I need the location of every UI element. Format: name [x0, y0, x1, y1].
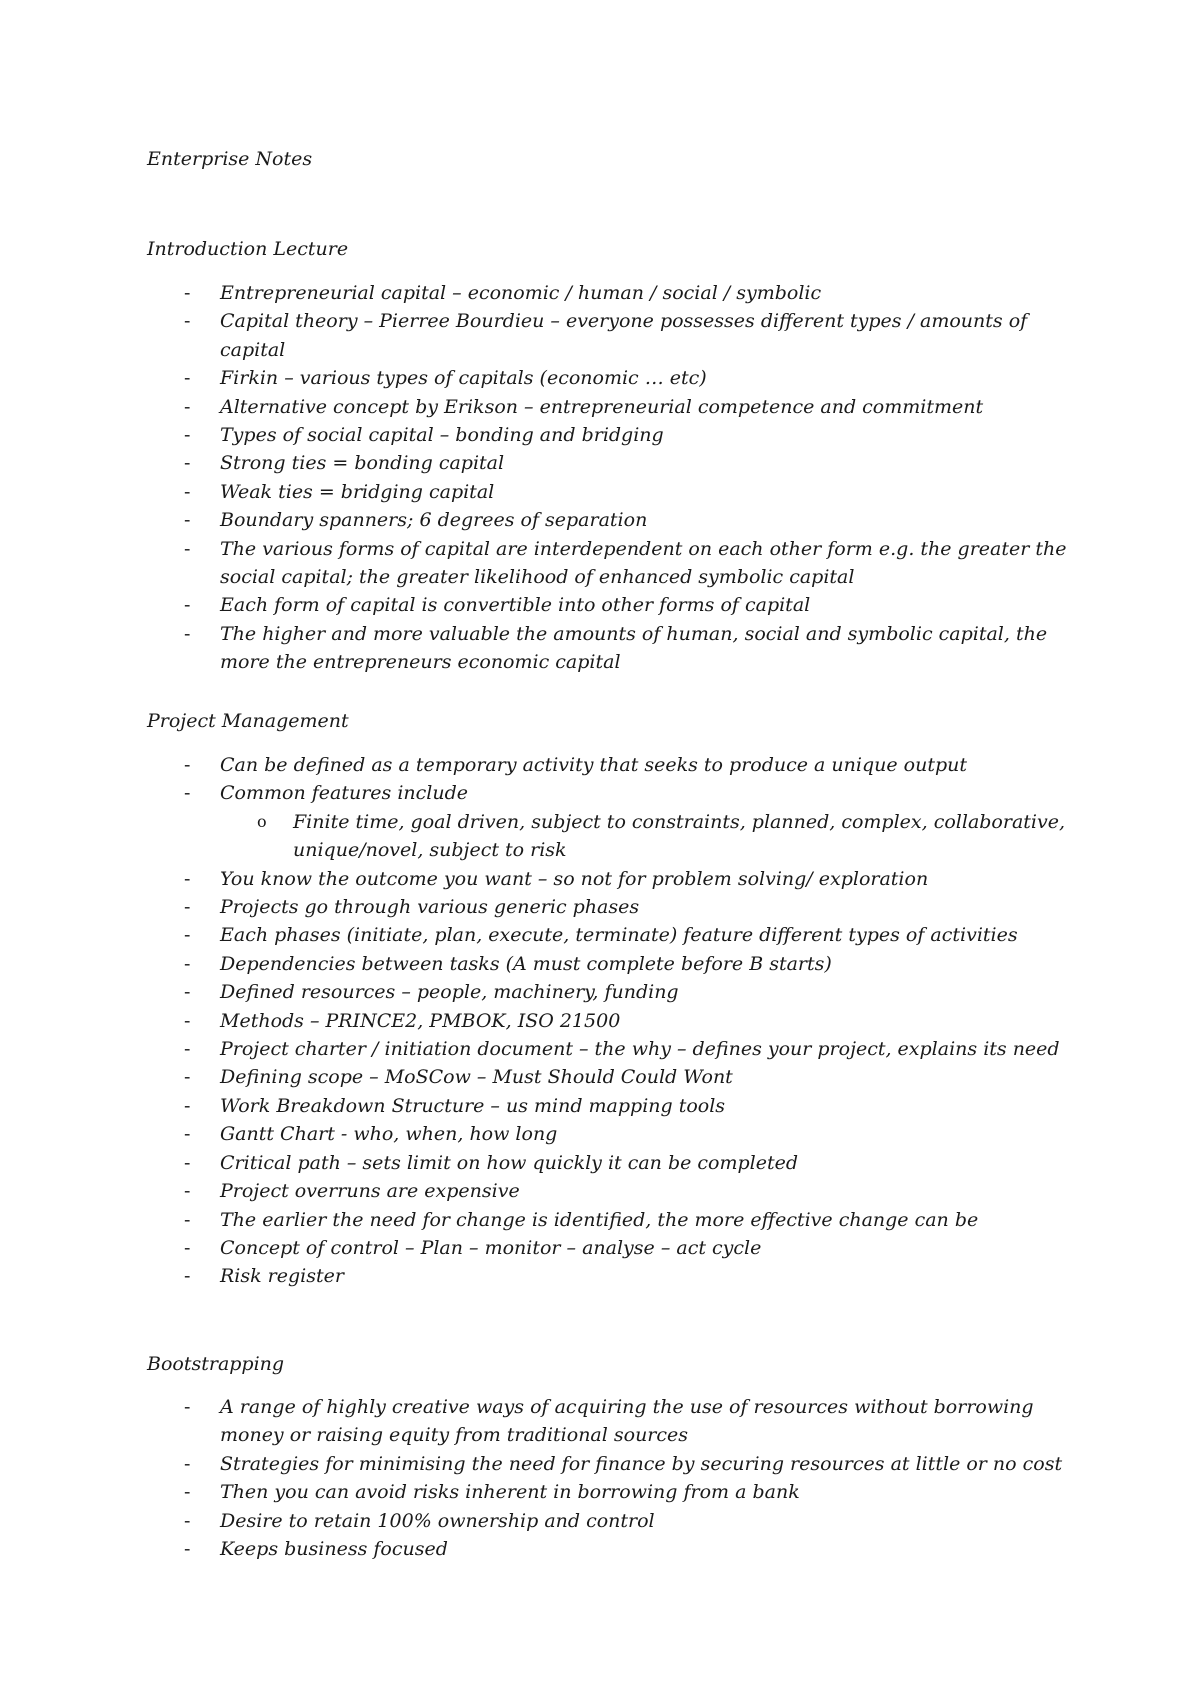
project-management-list: [147, 751, 1087, 1291]
list-item: - The earlier the need for change is identified, the more effective change can be: [147, 1206, 1087, 1234]
list-item: - Defined resources – people, machinery, funding: [147, 978, 1087, 1006]
list-item-with-sublist: [147, 779, 1087, 864]
document-title: Enterprise Notes: [147, 148, 313, 170]
list-item: - Dependencies between tasks (A must complete before B starts): [147, 950, 1087, 978]
list-item: - Then you can avoid risks inherent in borrowing from a bank: [147, 1478, 1087, 1506]
list-item: - Strategies for minimising the need for finance by securing resources at little or no cost: [147, 1450, 1087, 1478]
list-item: - Project charter / initiation document – the why – defines your project, explains its need: [147, 1035, 1087, 1063]
list-item: - Firkin – various types of capitals (economic … etc): [147, 364, 1087, 392]
list-item: - Keeps business focused: [147, 1535, 1087, 1563]
list-item: - You know the outcome you want – so not for problem solving/ exploration: [147, 865, 1087, 893]
list-item: - The various forms of capital are interdependent on each other form e.g. the greater the social capital; the greater likelihood of enhanced symbolic capital: [147, 535, 1087, 592]
sub-list: [220, 808, 1087, 865]
list-item: - Each phases (initiate, plan, execute, terminate) feature different types of activities: [147, 921, 1087, 949]
list-item: - Projects go through various generic phases: [147, 893, 1087, 921]
list-item: - Weak ties = bridging capital: [147, 478, 1087, 506]
list-item: - Types of social capital – bonding and bridging: [147, 421, 1087, 449]
list-item: - Each form of capital is convertible into other forms of capital: [147, 591, 1087, 619]
list-item: - Critical path – sets limit on how quickly it can be completed: [147, 1149, 1087, 1177]
list-item: - Work Breakdown Structure – us mind mapping tools: [147, 1092, 1087, 1120]
list-item: - Concept of control – Plan – monitor – analyse – act cycle: [147, 1234, 1087, 1262]
list-item: - A range of highly creative ways of acquiring the use of resources without borrowing money or raising equity from traditional sources: [147, 1393, 1087, 1450]
list-item-text: Common features include: [220, 782, 468, 805]
section-heading-project-management: Project Management: [147, 710, 349, 732]
list-item: - Alternative concept by Erikson – entrepreneurial competence and commitment: [147, 393, 1087, 421]
section-heading-introduction: Introduction Lecture: [147, 238, 349, 260]
list-item: - Gantt Chart - who, when, how long: [147, 1120, 1087, 1148]
list-item: - Risk register: [147, 1262, 1087, 1290]
list-item: - Entrepreneurial capital – economic / human / social / symbolic: [147, 279, 1087, 307]
list-item: - Capital theory – Pierree Bourdieu – everyone possesses different types / amounts of capital: [147, 307, 1087, 364]
list-item: - Boundary spanners; 6 degrees of separation: [147, 506, 1087, 534]
list-item: - Can be defined as a temporary activity that seeks to produce a unique output: [147, 751, 1087, 779]
bootstrapping-list: [147, 1393, 1087, 1563]
list-item: - The higher and more valuable the amounts of human, social and symbolic capital, the more the entrepreneurs economic capital: [147, 620, 1087, 677]
list-item: - Strong ties = bonding capital: [147, 449, 1087, 477]
introduction-list: [147, 279, 1087, 677]
list-item: - Desire to retain 100% ownership and control: [147, 1507, 1087, 1535]
section-heading-bootstrapping: Bootstrapping: [147, 1353, 285, 1375]
list-item: - Methods – PRINCE2, PMBOK, ISO 21500: [147, 1007, 1087, 1035]
sub-list-item: o Finite time, goal driven, subject to constraints, planned, complex, collaborative, unique/novel, subject to risk: [220, 808, 1087, 865]
list-item: - Project overruns are expensive: [147, 1177, 1087, 1205]
list-item: - Defining scope – MoSCow – Must Should Could Wont: [147, 1063, 1087, 1091]
